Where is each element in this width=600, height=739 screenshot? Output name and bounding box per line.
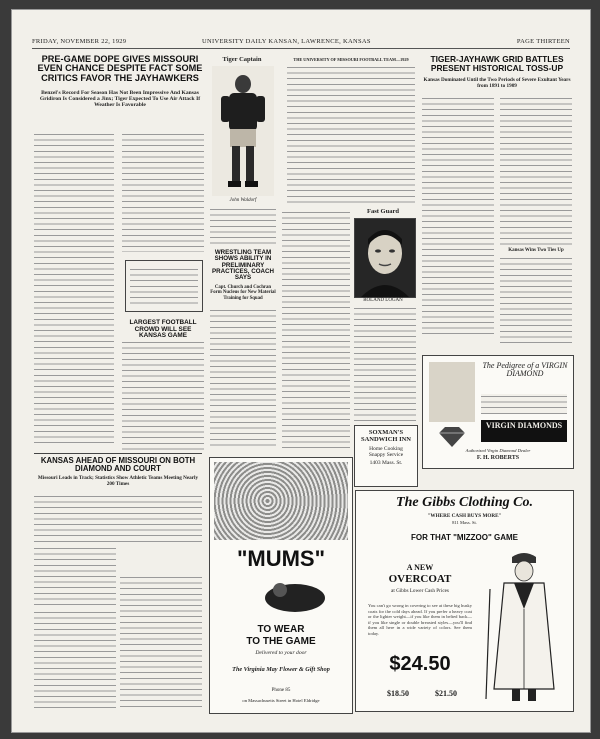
masthead-title: UNIVERSITY DAILY KANSAN, LAWRENCE, KANSAS <box>202 38 371 45</box>
records-headline: TIGER-JAYHAWK GRID BATTLES PRESENT HISTORICAL TOSS-UP <box>430 54 564 73</box>
lead-headline: PRE-GAME DOPE GIVES MISSOURI EVEN CHANCE DESPITE FACT SOME CRITICS FAVOR THE JAYHAWKERS <box>37 54 203 83</box>
crowd-headline: LARGEST FOOTBALL CROWD WILL SEE KANSAS GAME <box>129 319 197 340</box>
records-body-2 <box>500 96 572 246</box>
gibbs-slogan: "WHERE CASH BUYS MORE" <box>427 513 502 519</box>
wrestling-body <box>210 308 276 450</box>
gibbs-ad <box>355 490 574 712</box>
ahead-headline: KANSAS AHEAD OF MISSOURI ON BOTH DIAMOND AND COURT <box>40 456 196 473</box>
gibbs-for: FOR THAT "MIZZOO" GAME <box>411 533 518 542</box>
mums-illustration <box>260 576 330 616</box>
gibbs-at: at Gibbs Lower Cash Prices <box>391 588 449 594</box>
mums-line2: TO THE GAME <box>246 636 316 647</box>
gibbs-price-a: $18.50 <box>387 689 409 698</box>
mums-line3: Delivered to your door <box>255 650 307 656</box>
diamond-gem-icon <box>437 426 467 448</box>
mums-phone: Phone 85 <box>271 688 291 693</box>
sandwich-name: SOXMAN'S SANDWICH INN <box>360 429 412 444</box>
lead-subhead: Benzel's Record For Season Has Not Been Impressive And Kansas Gridiron Is Considered a Jinx; Tiger Expected To Use Air Attack If Weather Is Favorable <box>39 90 201 109</box>
records-subhead: Kansas Dominated Until the Two Periods of Severe Exultant Years from 1891 to 1909 <box>423 77 571 89</box>
ahead-subhead: Missouri Leads in Track; Statistics Show Athletic Teams Meeting Nearly 200 Times <box>37 475 199 487</box>
captain-photo <box>212 66 274 196</box>
stats-table-3 <box>34 610 116 710</box>
stats-table-2 <box>120 575 202 710</box>
gibbs-body: You can't go wrong in covering to see at these big husky coats for the cold days ahead. If you prefer a heavy coat or the lighter weight—if you like them in belted back—if you like single or double breasted styles—you'll find them all here in a wide variety of colors. See them today. <box>368 603 472 636</box>
masthead-date: FRIDAY, NOVEMBER 22, 1929 <box>32 38 127 45</box>
masthead <box>32 38 570 49</box>
guard-label: Fast Guard <box>367 208 399 215</box>
records-table <box>500 256 572 346</box>
sandwich-address: 1403 Mass. St. <box>369 460 403 467</box>
divider <box>34 453 202 454</box>
diamond-dealer-note: Authorized Virgin Diamond Dealer <box>465 448 531 453</box>
stats-table-1 <box>34 546 116 606</box>
wrestling-body-2 <box>282 210 350 450</box>
diamond-dealer: F. H. ROBERTS <box>476 455 520 461</box>
sandwich-line2: Snappy Service <box>368 452 404 459</box>
sandwich-ad <box>354 425 418 487</box>
gibbs-overcoat: OVERCOAT <box>388 573 452 585</box>
lead-body-col2 <box>122 132 204 252</box>
diamond-title: The Pedigree of a VIRGIN DIAMOND <box>482 361 568 379</box>
gibbs-price: $24.50 <box>389 653 451 675</box>
gibbs-name: The Gibbs Clothing Co. <box>396 495 533 510</box>
masthead-page: PAGE THIRTEEN <box>516 38 570 45</box>
diamond-tag: VIRGIN DIAMONDS <box>481 420 567 442</box>
guard-story <box>354 306 416 421</box>
diamond-illustration <box>429 362 475 422</box>
wrestling-subhead: Capt. Church and Cochran Form Nucleus for New Material Training for Squad <box>210 285 276 301</box>
wrestling-headline: WRESTLING TEAM SHOWS ABILITY IN PRELIMINARY PRACTICES, COACH SAYS <box>212 249 274 282</box>
gibbs-man-illustration <box>482 549 566 704</box>
guard-name: ROLAND LOGAN <box>363 298 403 303</box>
captain-name: John Waldorf <box>229 198 257 203</box>
roster-table <box>287 65 415 205</box>
ahead-body <box>34 494 202 542</box>
records-table-title: Kansas Wins Two Ties Up <box>508 248 564 253</box>
schedule-box <box>125 260 203 312</box>
captain-label: Tiger Captain <box>222 56 262 63</box>
records-body-1 <box>422 96 494 336</box>
mums-flower-art <box>214 462 348 540</box>
crowd-body <box>122 340 204 450</box>
gibbs-price-b: $21.50 <box>435 689 457 698</box>
sandwich-line1: Home Cooking <box>369 446 403 453</box>
lead-body-col1 <box>34 132 114 447</box>
mums-shop: The Virginia May Flower & Gift Shop <box>232 666 330 673</box>
mums-ad <box>209 457 353 714</box>
diamond-ad <box>422 355 574 469</box>
guard-photo <box>354 218 416 298</box>
captain-story <box>210 207 276 247</box>
gibbs-address: 811 Mass. St. <box>452 520 477 525</box>
gibbs-a-new: A NEW <box>406 563 434 572</box>
newspaper-page <box>12 10 590 732</box>
roster-title: THE UNIVERSITY OF MISSOURI FOOTBALL TEAM—1929 <box>293 57 409 62</box>
mums-headline: "MUMS" <box>236 546 326 571</box>
mums-line1: TO WEAR <box>257 624 305 635</box>
mums-address: on Massachusetts Street in Hotel Eldridge <box>242 698 320 703</box>
diamond-copy <box>481 394 567 414</box>
